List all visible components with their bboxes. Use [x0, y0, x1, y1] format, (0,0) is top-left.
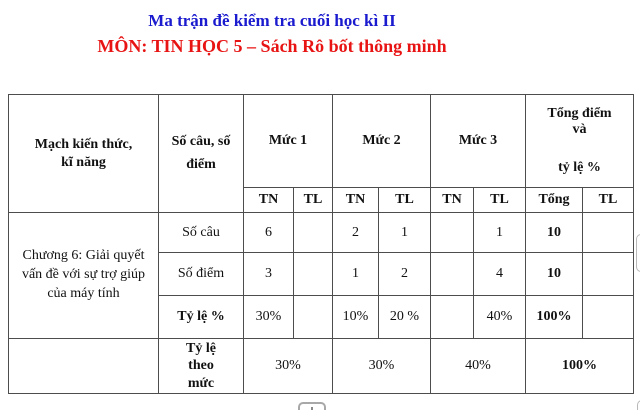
subheader-cell-m1-tn: TN [244, 188, 294, 213]
header-total-line3: tỷ lệ % [558, 160, 601, 175]
footer-cell-level1: 30% [244, 339, 333, 394]
table-cell-total: 100% [526, 296, 583, 339]
header-total-line2: và [572, 122, 587, 137]
table-cell [294, 253, 333, 296]
scrollbar-button[interactable] [298, 402, 326, 410]
table-cell-total: 10 [526, 253, 583, 296]
footer-cell-total: 100% [526, 339, 634, 394]
table-cell [294, 213, 333, 253]
subheader-cell-m3-tl: TL [474, 188, 526, 213]
table-cell [431, 213, 474, 253]
subheader-cell-tl: TL [583, 188, 634, 213]
table-cell [583, 296, 634, 339]
subheader-cell-m1-tl: TL [294, 188, 333, 213]
table-cell: 30% [244, 296, 294, 339]
footer-label: Tỷ lệ theo mức [186, 340, 216, 391]
exam-matrix-table [8, 94, 634, 394]
header-level-1-cell: Mức 1 [244, 95, 333, 188]
table-cell: 1 [379, 213, 431, 253]
table-cell: 1 [474, 213, 526, 253]
chapter-cell [9, 213, 159, 339]
table-cell [583, 253, 634, 296]
footer-label-cell [159, 339, 244, 394]
document-title [0, 10, 544, 58]
table-cell: 2 [333, 213, 379, 253]
footer-cell-level2: 30% [333, 339, 431, 394]
header-row [9, 95, 634, 188]
footer-empty-cell [9, 339, 159, 394]
table-cell [294, 296, 333, 339]
table-row-so-cau [9, 213, 634, 253]
table-cell: 10% [333, 296, 379, 339]
table-cell: 2 [379, 253, 431, 296]
table-row-footer [9, 339, 634, 394]
table-cell: 40% [474, 296, 526, 339]
table-cell-total: 10 [526, 213, 583, 253]
table-cell: 1 [333, 253, 379, 296]
row-label-so-diem: Số điểm [159, 253, 244, 296]
chapter-label: Chương 6: Giải quyết vấn đề với sự trợ giúp của máy tính [21, 248, 146, 301]
header-level-3-cell: Mức 3 [431, 95, 526, 188]
subheader-cell-m2-tl: TL [379, 188, 431, 213]
table-cell [431, 253, 474, 296]
header-total-line1: Tổng điểm [547, 106, 612, 121]
header-total-cell [526, 95, 634, 188]
table-cell: 3 [244, 253, 294, 296]
footer-cell-level3: 40% [431, 339, 526, 394]
header-questions-cell [159, 95, 244, 213]
table-cell: 6 [244, 213, 294, 253]
table-cell: 20 % [379, 296, 431, 339]
title-line-2: MÔN: TIN HỌC 5 – Sách Rô bốt thông minh [97, 36, 447, 57]
table-cell [583, 213, 634, 253]
subheader-cell-total: Tổng [526, 188, 583, 213]
header-questions-label: Số câu, số điểm [171, 134, 231, 172]
subheader-cell-m2-tn: TN [333, 188, 379, 213]
table-cell: 4 [474, 253, 526, 296]
header-level-2-cell: Mức 2 [333, 95, 431, 188]
header-knowledge-cell [9, 95, 159, 213]
row-label-so-cau: Số câu [159, 213, 244, 253]
subheader-cell-m3-tn: TN [431, 188, 474, 213]
table-cell [431, 296, 474, 339]
header-knowledge-label: Mạch kiến thức, kĩ năng [34, 137, 133, 170]
row-label-ty-le: Tỷ lệ % [159, 296, 244, 339]
scrollbar-fragment[interactable] [636, 234, 640, 272]
title-line-1: Ma trận đề kiểm tra cuối học kì II [148, 11, 396, 30]
